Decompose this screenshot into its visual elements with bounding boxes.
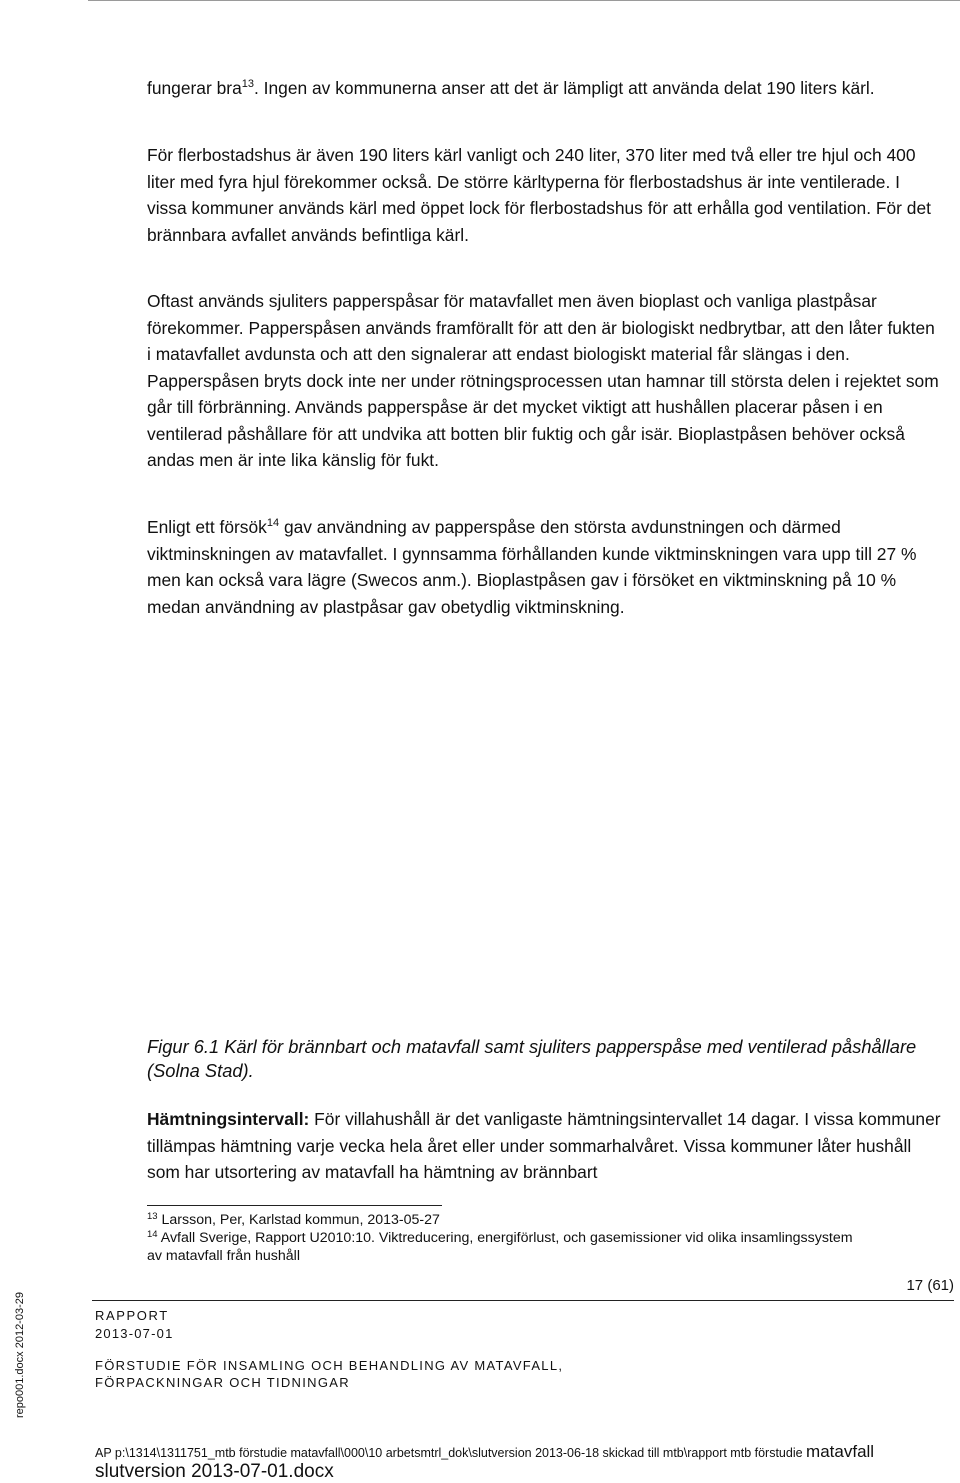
footnote-text: Avfall Sverige, Rapport U2010:10. Viktreducering, energiförlust, och gasemissioner vid olika insamlingssystem av matavfall från hushåll — [147, 1230, 853, 1264]
footer-title-line: FÖRSTUDIE FÖR INSAMLING OCH BEHANDLING AV MATAVFALL, — [95, 1358, 564, 1373]
footnotes — [147, 1211, 867, 1265]
footer-file-path — [95, 1443, 960, 1462]
paragraph-multi-dwelling-bins — [147, 142, 942, 248]
paragraph-weight-reduction — [147, 514, 942, 620]
footnote-separator — [147, 1205, 442, 1206]
paragraph-text: gav användning av papperspåse den största avdunstningen och därmed viktminskningen av matavfallet. I gynnsamma förhållanden kunde viktminskningen vara upp till 27 % men kan också vara lägre (Swecos anm.). Bioplastpåsen gav i försöket en viktminskning på 10 % medan användning av plastpåsar gav obetydlig viktminskning. — [147, 517, 917, 617]
paragraph-paper-bags — [147, 288, 942, 474]
paragraph-text: Enligt ett försök — [147, 517, 267, 537]
footer-file-name: slutversion 2013-07-01.docx — [95, 1461, 334, 1482]
page-number: 17 (61) — [906, 1277, 954, 1294]
footer-report-title — [95, 1357, 563, 1391]
paragraph-text: Oftast används sjuliters papperspåsar för matavfallet men även bioplast och vanliga plastpåsar förekommer. Papperspåsen används framförallt för att den är biologiskt nedbrytbar, att den låter fukten i matavfallet avdunsta och att den signalerar att endast biologiskt material får slängas i den. Papperspåsen bryts dock inte ner under rötningsprocessen utan hamnar till största delen i rejektet som går till förbränning. Används papperspåse är det mycket viktigt att hushållen placerar påsen i en ventilerad påshållare för att undvika att botten blir fuktig och går isär. Bioplastpåsen behöver också andas men är inte lika känslig för fukt. — [147, 291, 939, 470]
footer-title-line: FÖRPACKNINGAR OCH TIDNINGAR — [95, 1375, 350, 1390]
paragraph-text: fungerar bra — [147, 78, 242, 98]
figure-image-placeholder — [147, 660, 942, 1020]
footer-rule — [92, 1300, 954, 1301]
template-side-label — [0, 1292, 26, 1420]
footer-report-label: RAPPORT — [95, 1308, 169, 1323]
paragraph-text: För villahushåll är det vanligaste hämtningsintervallet 14 dagar. I vissa kommuner tillämpas hämtning varje vecka hela året eller under sommarhalvåret. Vissa kommuner låter hushåll som har utsortering av matavfall ha hämtning av brännbart — [147, 1109, 941, 1182]
footer-path-text: matavfall — [806, 1443, 875, 1461]
figure-caption: Figur 6.1 Kärl för brännbart och matavfall samt sjuliters papperspåse med ventilerad påshållare (Solna Stad). — [147, 1036, 917, 1081]
footnote-13 — [147, 1211, 867, 1229]
paragraph-text: För flerbostadshus är även 190 liters kärl vanligt och 240 liter, 370 liter med två eller tre hjul och 400 liter med fyra hjul förekommer också. De större kärltyperna för flerbostadshus är inte ventilerade. I vissa kommuner används kärl med öppet lock för flerbostadshus för att erhålla god ventilation. För det brännbara avfallet används befintliga kärl. — [147, 145, 931, 245]
template-side-label-text: repo001.docx 2012-03-29 — [14, 1292, 26, 1418]
paragraph-collection-interval — [147, 1106, 942, 1186]
footnote-number: 13 — [147, 1211, 158, 1222]
footnote-14 — [147, 1229, 867, 1265]
footer-date: 2013-07-01 — [95, 1326, 174, 1341]
collection-interval-heading: Hämtningsintervall: — [147, 1109, 310, 1129]
footnote-text: Larsson, Per, Karlstad kommun, 2013-05-27 — [157, 1212, 440, 1228]
footnote-number: 14 — [147, 1229, 158, 1240]
paragraph-text: . Ingen av kommunerna anser att det är lämpligt att använda delat 190 liters kärl. — [254, 78, 875, 98]
footnote-ref-14[interactable]: 14 — [266, 517, 280, 529]
footnote-ref-13[interactable]: 13 — [241, 78, 254, 90]
page-top-rule — [88, 0, 960, 1]
footer-path-text: AP p:\1314\1311751_mtb förstudie matavfall\000\10 arbetsmtrl_dok\slutversion 2013-06-18 skickad till mtb\rapport mtb förstudie — [95, 1446, 807, 1460]
paragraph-bin-usage — [147, 75, 942, 102]
